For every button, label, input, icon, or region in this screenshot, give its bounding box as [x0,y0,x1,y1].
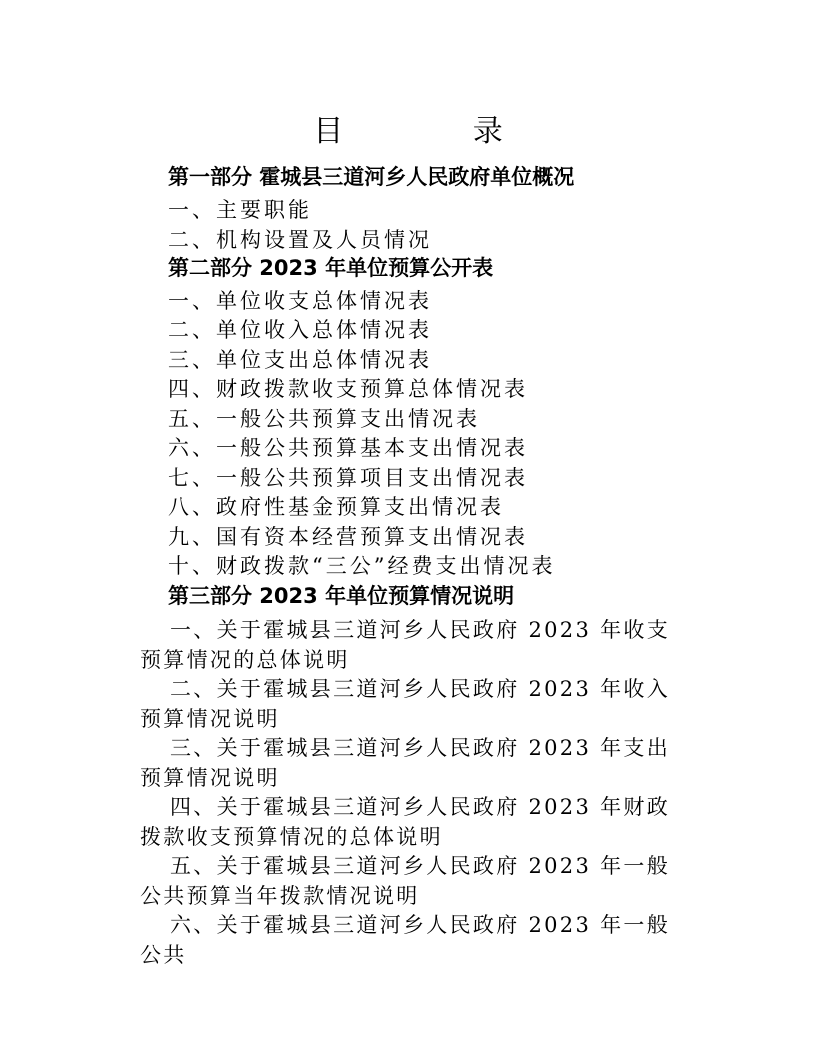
toc-item[interactable]: 二、单位收入总体情况表 [168,318,432,342]
toc-item[interactable]: 三、单位支出总体情况表 [168,348,432,372]
toc-item[interactable]: 一、关于霍城县三道河乡人民政府 2023 年收支预算情况的总体说明 [140,618,670,672]
toc-item[interactable]: 七、一般公共预算项目支出情况表 [168,466,528,490]
toc-item[interactable]: 一、主要职能 [168,198,312,222]
toc-item[interactable]: 二、关于霍城县三道河乡人民政府 2023 年收入预算情况说明 [140,677,670,731]
toc-heading-part2[interactable]: 第二部分 2023 年单位预算公开表 [168,256,494,280]
toc-item[interactable]: 六、一般公共预算基本支出情况表 [168,436,528,460]
toc-item[interactable]: 九、国有资本经营预算支出情况表 [168,525,528,549]
toc-item[interactable]: 六、关于霍城县三道河乡人民政府 2023 年一般公共 [140,913,670,967]
toc-item[interactable]: 五、关于霍城县三道河乡人民政府 2023 年一般公共预算当年拨款情况说明 [140,854,670,908]
page-title: 目 录 [313,114,563,149]
toc-item[interactable]: 十、财政拨款“三公”经费支出情况表 [168,554,556,578]
toc-item[interactable]: 一、单位收支总体情况表 [168,289,432,313]
toc-item[interactable]: 二、机构设置及人员情况 [168,228,432,252]
toc-item[interactable]: 五、一般公共预算支出情况表 [168,407,480,431]
toc-heading-part1[interactable]: 第一部分 霍城县三道河乡人民政府单位概况 [168,165,575,189]
toc-item[interactable]: 八、政府性基金预算支出情况表 [168,495,504,519]
toc-heading-part3[interactable]: 第三部分 2023 年单位预算情况说明 [168,584,515,608]
toc-item[interactable]: 四、关于霍城县三道河乡人民政府 2023 年财政拨款收支预算情况的总体说明 [140,795,670,849]
toc-item[interactable]: 四、财政拨款收支预算总体情况表 [168,377,528,401]
toc-item[interactable]: 三、关于霍城县三道河乡人民政府 2023 年支出预算情况说明 [140,736,670,790]
